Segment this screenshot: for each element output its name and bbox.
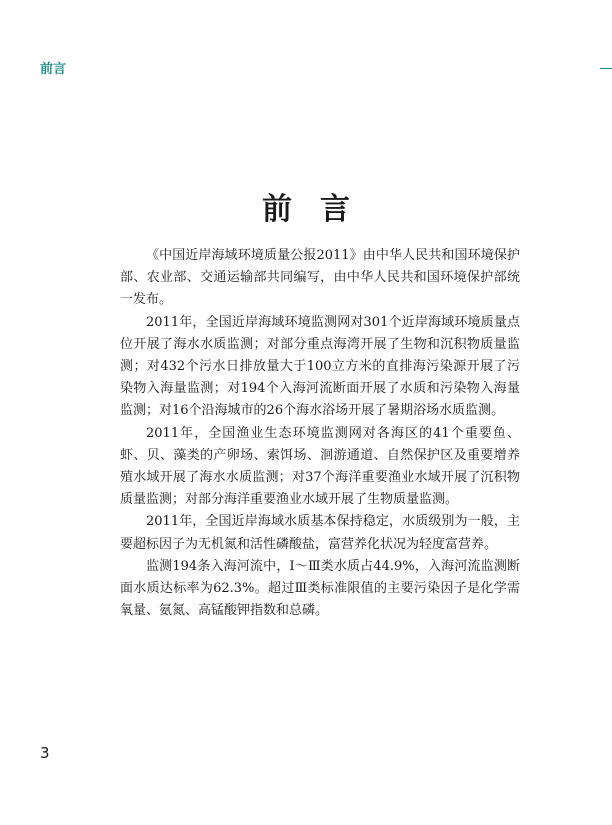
header-rule — [600, 68, 612, 69]
paragraph-5: 监测194条入海河流中，Ⅰ～Ⅲ类水质占44.9%，入海河流监测断面水质达标率为62.3%。超过Ⅲ类标准限值的主要污染因子是化学需氧量、氨氮、高锰酸钾指数和总磷。 — [120, 558, 520, 619]
running-head: 前言 — [40, 62, 67, 77]
paragraph-1: 《中国近岸海域环境质量公报2011》由中华人民共和国环境保护部、农业部、交通运输部共同编写，由中华人民共和国环境保护部统一发布。 — [120, 248, 520, 308]
page-number: 3 — [40, 744, 50, 762]
paragraph-4: 2011年，全国近岸海域水质基本保持稳定，水质级别为一般，主要超标因子为无机氮和活性磷酸盐，富营养化状况为轻度富营养。 — [120, 514, 520, 552]
paragraph-2: 2011年，全国近岸海域环境监测网对301个近岸海域环境质量点位开展了海水水质监测；对部分重点海湾开展了生物和沉积物质量监测；对432个污水日排放量大于100立方米的直排海污染源开展了污染物入海量监测；对194个入海河流断面开展了水质和污染物入海量监测；对16个沿海城市的26个海水浴场开展了暑期浴场水质监测。 — [120, 314, 520, 419]
page-title: 前言 — [262, 192, 378, 227]
paragraph-3: 2011年，全国渔业生态环境监测网对各海区的41个重要鱼、虾、贝、藻类的产卵场、索饵场、洄游通道、自然保护区及重要增养殖水域开展了海水水质监测；对37个海洋重要渔业水域开展了沉积物质量监测；对部分海洋重要渔业水域开展了生物质量监测。 — [120, 425, 520, 508]
body-text — [120, 245, 520, 622]
